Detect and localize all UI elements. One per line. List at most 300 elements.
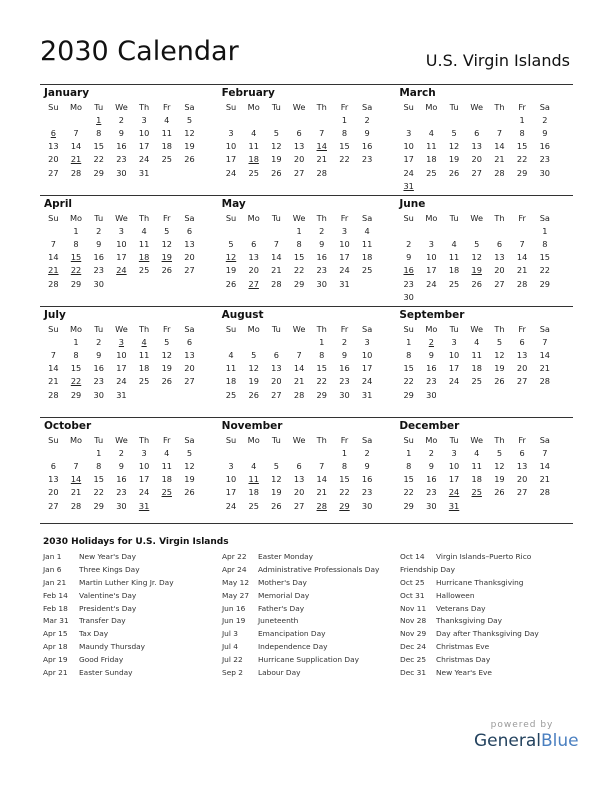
day-cell: 27 xyxy=(48,500,59,511)
powered-by: powered by xyxy=(490,720,554,730)
day-cell: 16 xyxy=(116,141,127,152)
holiday-item xyxy=(43,591,174,604)
day-cell: 19 xyxy=(471,265,482,276)
day-cell: 7 xyxy=(319,460,325,471)
empty-cell xyxy=(155,499,178,512)
month-september xyxy=(395,307,573,417)
day-cell: 11 xyxy=(138,349,150,360)
day-cell: 12 xyxy=(161,238,172,249)
day-cell: 12 xyxy=(471,252,482,263)
day-cell: 18 xyxy=(225,376,237,387)
weekday-header: Tu xyxy=(449,434,459,445)
empty-cell xyxy=(397,224,420,237)
weekday-header: We xyxy=(470,323,484,334)
day-cell: 19 xyxy=(184,141,195,152)
day-cell: 25 xyxy=(361,265,373,276)
day-cell: 8 xyxy=(296,238,302,249)
day-cell: 7 xyxy=(319,127,325,138)
day-cell: 12 xyxy=(184,127,195,138)
day-cell: 30 xyxy=(403,291,414,302)
holiday-item xyxy=(400,616,539,629)
holiday-list-2 xyxy=(222,552,379,681)
holiday-name: Father's Day xyxy=(258,603,305,613)
empty-cell xyxy=(511,179,534,192)
holiday-list-1 xyxy=(43,552,174,681)
day-cell: 6 xyxy=(296,127,302,138)
day-cell: 9 xyxy=(428,460,434,471)
day-cell: 25 xyxy=(138,265,150,276)
day-cell: 4 xyxy=(164,447,170,458)
holiday-name: Tax Day xyxy=(79,629,109,639)
weekday-header: We xyxy=(115,323,128,334)
empty-cell xyxy=(265,113,288,126)
holiday-item xyxy=(400,655,539,668)
day-cell: 28 xyxy=(70,167,82,178)
day-cell: 24 xyxy=(116,376,127,387)
holiday-name: Juneteenth xyxy=(258,616,299,626)
day-cell: 7 xyxy=(50,238,56,249)
weekday-header: Th xyxy=(138,434,150,445)
day-cell: 12 xyxy=(248,363,259,374)
holiday-name: Administrative Professionals Day xyxy=(258,564,380,574)
day-cell: 24 xyxy=(448,376,460,387)
holiday-item xyxy=(400,668,539,681)
weekday-header: Sa xyxy=(184,434,195,445)
empty-cell xyxy=(465,499,488,512)
weekday-header: We xyxy=(115,434,128,445)
day-cell: 24 xyxy=(426,278,437,289)
day-cell: 24 xyxy=(138,154,150,165)
holiday-date: Jan 1 xyxy=(43,552,62,561)
holiday-name: New Year's Day xyxy=(79,552,136,561)
day-cell: 15 xyxy=(316,363,327,374)
day-cell: 21 xyxy=(70,487,82,498)
holiday-name: Emancipation Day xyxy=(258,629,326,639)
weekday-header: We xyxy=(115,212,128,223)
holiday-item xyxy=(43,604,174,617)
day-cell: 12 xyxy=(494,349,505,360)
holiday-item xyxy=(400,642,539,655)
weekday-header: Th xyxy=(494,101,505,112)
day-cell: 18 xyxy=(161,474,172,485)
weekday-header: Th xyxy=(316,434,327,445)
day-cell: 1 xyxy=(73,225,79,236)
empty-cell xyxy=(443,179,466,192)
day-cell: 17 xyxy=(138,474,150,485)
day-cell: 14 xyxy=(48,252,59,263)
day-cell: 4 xyxy=(474,336,480,347)
weekday-header: Mo xyxy=(425,101,438,112)
weekday-header: Fr xyxy=(163,434,171,445)
day-cell: 1 xyxy=(96,114,102,125)
month-august xyxy=(218,307,396,417)
holiday-name: Labour Day xyxy=(258,668,301,678)
day-cell: 25 xyxy=(161,487,172,498)
day-cell: 1 xyxy=(341,114,348,125)
empty-cell xyxy=(220,335,243,348)
empty-cell xyxy=(265,224,288,237)
day-cell: 6 xyxy=(519,447,525,458)
day-cell: 14 xyxy=(316,474,327,485)
day-cell: 17 xyxy=(448,474,460,485)
day-cell: 16 xyxy=(426,474,437,485)
day-cell: 22 xyxy=(339,487,350,498)
empty-cell xyxy=(178,499,201,512)
day-cell: 27 xyxy=(184,376,195,387)
day-cell: 7 xyxy=(296,349,302,360)
day-cell: 19 xyxy=(184,474,195,485)
day-cell: 15 xyxy=(403,474,414,485)
day-cell: 29 xyxy=(403,389,414,400)
empty-cell xyxy=(133,388,156,401)
day-cell: 30 xyxy=(93,278,104,289)
empty-cell xyxy=(420,224,443,237)
day-cell: 14 xyxy=(516,252,528,263)
day-cell: 6 xyxy=(50,460,56,471)
weekday-header: We xyxy=(292,434,306,445)
day-cell: 17 xyxy=(138,141,150,152)
holiday-item xyxy=(43,616,174,629)
day-cell: 12 xyxy=(161,349,172,360)
day-cell: 7 xyxy=(519,238,525,249)
day-cell: 22 xyxy=(93,487,104,498)
weekday-header: Th xyxy=(494,434,505,445)
month-name: August xyxy=(221,309,264,321)
day-cell: 7 xyxy=(542,336,548,347)
weekday-header: Fr xyxy=(340,212,349,223)
holiday-item xyxy=(222,565,379,578)
month-july xyxy=(40,307,218,417)
day-cell: 10 xyxy=(225,141,237,152)
month-row xyxy=(40,195,573,306)
month-may xyxy=(218,196,396,306)
holiday-name: Easter Monday xyxy=(258,552,314,561)
day-cell: 4 xyxy=(251,127,257,138)
empty-cell xyxy=(288,335,311,348)
weekday-header: Mo xyxy=(69,323,83,334)
day-cell: 27 xyxy=(494,278,505,289)
holiday-date: Nov 29 xyxy=(400,629,427,639)
weekday-header: Th xyxy=(138,323,150,334)
day-cell: 25 xyxy=(248,500,259,511)
day-cell: 5 xyxy=(496,336,503,347)
day-cell: 1 xyxy=(542,225,548,236)
day-cell: 24 xyxy=(448,487,460,498)
weekday-header: Sa xyxy=(184,212,195,223)
day-cell: 3 xyxy=(228,460,234,471)
weekday-header: Mo xyxy=(425,323,438,334)
day-cell: 5 xyxy=(474,238,480,249)
day-cell: 14 xyxy=(539,349,551,360)
day-cell: 31 xyxy=(448,500,460,511)
empty-cell xyxy=(242,335,265,348)
weekday-header: We xyxy=(470,434,484,445)
holiday-date: Dec 25 xyxy=(400,655,427,665)
empty-cell xyxy=(533,179,556,192)
country-name: U.S. Virgin Islands xyxy=(425,51,570,70)
month-row xyxy=(40,417,573,528)
day-cell: 24 xyxy=(225,500,237,511)
month-name: July xyxy=(44,309,66,321)
empty-cell xyxy=(288,446,311,459)
day-cell: 18 xyxy=(448,265,460,276)
brand-part-1: General xyxy=(474,731,541,751)
weekday-header: Tu xyxy=(94,101,104,112)
day-cell: 4 xyxy=(451,238,457,249)
day-cell: 21 xyxy=(316,487,327,498)
empty-cell xyxy=(420,113,443,126)
day-cell: 8 xyxy=(96,127,102,138)
empty-cell xyxy=(42,113,65,126)
day-cell: 16 xyxy=(539,141,551,152)
holiday-name: New Year's Eve xyxy=(436,668,492,678)
day-cell: 29 xyxy=(70,389,82,400)
empty-cell xyxy=(42,224,65,237)
day-cell: 27 xyxy=(248,278,259,289)
day-cell: 2 xyxy=(364,114,370,125)
day-cell: 18 xyxy=(248,487,259,498)
day-cell: 8 xyxy=(341,460,348,471)
day-cell: 8 xyxy=(73,349,79,360)
day-cell: 29 xyxy=(516,167,528,178)
day-cell: 14 xyxy=(70,141,82,152)
day-cell: 6 xyxy=(519,336,525,347)
day-cell: 30 xyxy=(316,278,327,289)
empty-cell xyxy=(488,290,511,303)
weekday-header: Su xyxy=(48,212,59,223)
day-cell: 30 xyxy=(116,500,127,511)
holiday-item xyxy=(222,591,379,604)
weekday-header: Su xyxy=(403,434,414,445)
weekday-header: Su xyxy=(225,323,237,334)
month-february xyxy=(218,85,396,195)
calendar-grid xyxy=(40,84,573,528)
day-cell: 9 xyxy=(118,127,125,138)
day-cell: 27 xyxy=(471,167,482,178)
empty-cell xyxy=(178,388,201,401)
holiday-name: Halloween xyxy=(436,590,475,600)
day-cell: 31 xyxy=(138,167,150,178)
empty-cell xyxy=(465,113,488,126)
day-cell: 30 xyxy=(539,167,551,178)
empty-cell xyxy=(265,446,288,459)
day-cell: 2 xyxy=(118,447,125,458)
empty-cell xyxy=(465,388,488,401)
weekday-header: Fr xyxy=(518,323,526,334)
weekday-header: Fr xyxy=(518,101,526,112)
day-cell: 13 xyxy=(516,460,528,471)
day-cell: 27 xyxy=(293,500,305,511)
day-cell: 6 xyxy=(251,238,257,249)
day-cell: 14 xyxy=(539,460,551,471)
day-cell: 13 xyxy=(293,474,305,485)
weekday-header: Sa xyxy=(362,212,373,223)
day-cell: 28 xyxy=(48,278,59,289)
day-cell: 8 xyxy=(73,238,79,249)
month-march xyxy=(395,85,573,195)
empty-cell xyxy=(356,166,379,179)
holiday-item xyxy=(222,629,379,642)
day-cell: 16 xyxy=(316,252,327,263)
day-cell: 9 xyxy=(341,349,348,360)
day-cell: 25 xyxy=(161,154,172,165)
empty-cell xyxy=(488,388,511,401)
day-cell: 9 xyxy=(96,238,102,249)
day-cell: 15 xyxy=(539,252,551,263)
month-name: January xyxy=(44,87,90,99)
day-cell: 19 xyxy=(161,363,172,374)
day-cell: 28 xyxy=(494,167,505,178)
weekday-header: Sa xyxy=(539,212,550,223)
holiday-item xyxy=(400,552,539,565)
holiday-date: May 12 xyxy=(222,577,250,587)
empty-cell xyxy=(333,166,356,179)
day-cell: 6 xyxy=(186,336,193,347)
empty-cell xyxy=(511,388,534,401)
day-cell: 3 xyxy=(118,225,125,236)
day-cell: 17 xyxy=(116,363,127,374)
day-cell: 20 xyxy=(271,376,282,387)
day-cell: 31 xyxy=(138,500,150,511)
weekday-header: We xyxy=(292,101,306,112)
day-cell: 11 xyxy=(471,460,482,471)
day-cell: 4 xyxy=(164,114,170,125)
holiday-date: Jan 21 xyxy=(43,577,67,587)
day-cell: 22 xyxy=(316,376,327,387)
empty-cell xyxy=(533,290,556,303)
day-cell: 15 xyxy=(339,141,350,152)
day-cell: 18 xyxy=(248,154,259,165)
weekday-header: Th xyxy=(138,212,150,223)
day-cell: 15 xyxy=(403,363,414,374)
day-cell: 16 xyxy=(93,363,104,374)
day-cell: 6 xyxy=(474,127,480,138)
empty-cell xyxy=(488,179,511,192)
day-cell: 25 xyxy=(471,376,482,387)
weekday-header: Sa xyxy=(184,101,195,112)
empty-cell xyxy=(511,290,534,303)
holiday-date: Dec 24 xyxy=(400,642,427,652)
holiday-item xyxy=(43,655,174,668)
day-cell: 10 xyxy=(448,349,460,360)
holiday-item xyxy=(400,604,539,617)
day-cell: 18 xyxy=(471,363,482,374)
day-cell: 30 xyxy=(361,500,373,511)
holiday-item xyxy=(43,668,174,681)
month-row xyxy=(40,306,573,417)
day-cell: 29 xyxy=(539,278,551,289)
holiday-name: Memorial Day xyxy=(258,590,310,600)
day-cell: 28 xyxy=(539,487,551,498)
day-cell: 17 xyxy=(448,363,460,374)
weekday-header: Th xyxy=(494,212,505,223)
day-cell: 1 xyxy=(319,336,325,347)
holiday-item xyxy=(400,565,539,578)
day-cell: 17 xyxy=(225,154,237,165)
weekday-header: Mo xyxy=(69,212,83,223)
empty-cell xyxy=(488,499,511,512)
holiday-item xyxy=(222,616,379,629)
empty-cell xyxy=(242,113,265,126)
month-april xyxy=(40,196,218,306)
day-cell: 23 xyxy=(361,487,373,498)
day-cell: 18 xyxy=(361,252,373,263)
month-name: September xyxy=(399,309,465,321)
day-cell: 14 xyxy=(48,363,59,374)
day-cell: 29 xyxy=(70,278,82,289)
day-cell: 8 xyxy=(319,349,325,360)
day-cell: 6 xyxy=(50,127,56,138)
weekday-header: Mo xyxy=(247,323,260,334)
holiday-date: Jan 6 xyxy=(43,564,62,574)
empty-cell xyxy=(488,224,511,237)
weekday-header: Sa xyxy=(362,101,373,112)
holiday-name: Veterans Day xyxy=(436,603,486,613)
holiday-item xyxy=(222,642,379,655)
day-cell: 10 xyxy=(339,238,350,249)
holiday-date: Feb 14 xyxy=(43,590,68,600)
holiday-name: Christmas Day xyxy=(436,655,491,665)
day-cell: 2 xyxy=(406,238,412,249)
holiday-name: Martin Luther King Jr. Day xyxy=(79,577,174,587)
day-cell: 7 xyxy=(542,447,548,458)
empty-cell xyxy=(443,224,466,237)
day-cell: 21 xyxy=(271,265,282,276)
weekday-header: Tu xyxy=(271,434,281,445)
weekday-header: Fr xyxy=(163,323,171,334)
day-cell: 11 xyxy=(138,238,150,249)
day-cell: 11 xyxy=(361,238,373,249)
day-cell: 3 xyxy=(341,225,348,236)
day-cell: 27 xyxy=(271,389,282,400)
day-cell: 30 xyxy=(93,389,104,400)
day-cell: 26 xyxy=(471,278,482,289)
empty-cell xyxy=(220,446,243,459)
holiday-date: Mar 31 xyxy=(43,616,69,626)
empty-cell xyxy=(265,335,288,348)
brand-logo xyxy=(474,731,579,751)
day-cell: 14 xyxy=(271,252,282,263)
day-cell: 13 xyxy=(516,349,528,360)
holiday-date: Apr 24 xyxy=(222,564,247,574)
day-cell: 12 xyxy=(494,460,505,471)
holiday-date: Oct 14 xyxy=(400,552,425,561)
month-june xyxy=(395,196,573,306)
day-cell: 16 xyxy=(361,141,373,152)
empty-cell xyxy=(288,113,311,126)
holiday-date: Nov 11 xyxy=(400,603,427,613)
day-cell: 28 xyxy=(316,500,327,511)
day-cell: 3 xyxy=(118,336,125,347)
day-cell: 18 xyxy=(471,474,482,485)
day-cell: 21 xyxy=(316,154,327,165)
day-cell: 13 xyxy=(248,252,259,263)
day-cell: 4 xyxy=(141,225,147,236)
day-cell: 28 xyxy=(70,500,82,511)
holiday-name: Hurricane Thanksgiving xyxy=(436,577,524,587)
day-cell: 3 xyxy=(428,238,434,249)
day-cell: 20 xyxy=(516,474,528,485)
day-cell: 29 xyxy=(339,500,350,511)
day-cell: 1 xyxy=(96,447,102,458)
weekday-header: Tu xyxy=(94,434,104,445)
day-cell: 31 xyxy=(116,389,127,400)
day-cell: 11 xyxy=(426,141,437,152)
day-cell: 26 xyxy=(161,376,172,387)
day-cell: 24 xyxy=(138,487,150,498)
empty-cell xyxy=(533,499,556,512)
day-cell: 10 xyxy=(448,460,460,471)
